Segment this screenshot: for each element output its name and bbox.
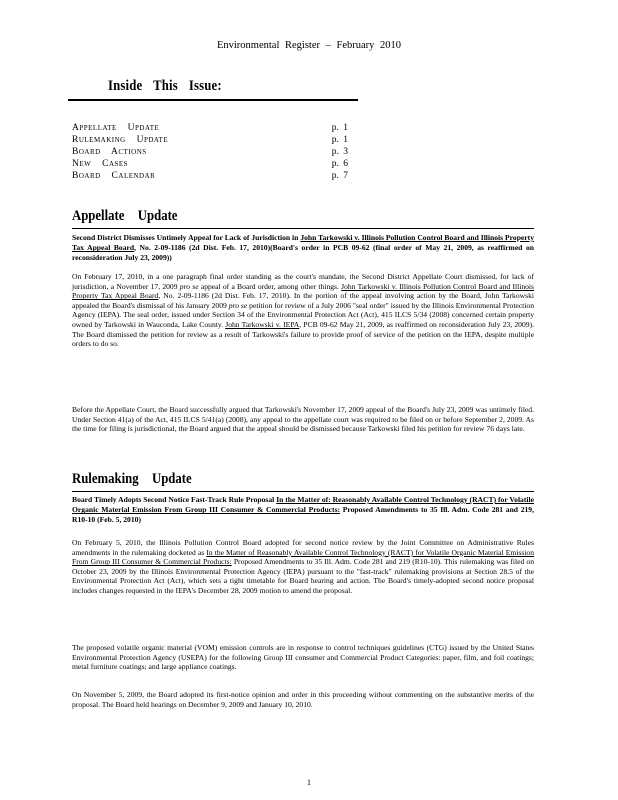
case-name-link[interactable]: John Tarkowski v. IEPA: [225, 319, 300, 329]
rulemaking-name-link[interactable]: In the Matter of Reasonably Available Control Technology (RACT) for Volatile Organic Material Emission From Group III Consumer & Commercial Products:: [72, 547, 534, 567]
paragraph-text: , PCB 09-62 May 21, 2009, as reaffirmed on reconsideration July 23, 2009). The Board dismissed the petition for review as a result of Tarkowski's failure to provide proof of service of the petition on the IEPA, despite multiple orders to do so.: [72, 319, 535, 349]
toc-item-page: p. 1: [331, 135, 348, 145]
paragraph-text: petition for review of a July 2006 "seal order" issued by the Illinois Environmental Protection Agency (IEPA). The seal order, issued under Section 34 of the Environmental Protection Act (Act), 415 ILCS 5/34 (2008) concerned certain property owned by Tarkowski in Wauconda, Lake County.: [72, 300, 534, 329]
toc-item-board-actions[interactable]: [72, 146, 348, 158]
toc-item-page: p. 1: [331, 123, 348, 133]
paragraph-text: pro se: [179, 281, 199, 291]
case-name-link[interactable]: John Tarkowski v. Illinois Pollution Control Board and Illinois Property Tax Appeal Board: [72, 281, 534, 301]
appellate-update-heading: Appellate Update: [72, 208, 178, 224]
toc-item-label: Rulemaking Update: [72, 135, 169, 145]
toc-item-label: Board Actions: [72, 147, 147, 157]
toc-item-label: Appellate Update: [72, 123, 160, 133]
toc-item-page: p. 7: [331, 171, 348, 181]
rulemaking-paragraph-2: The proposed volatile organic material (VOM) emission controls are in response to control techniques guidelines (CTG) issued by the United States Environmental Protection Agency (USEPA) for the following Group III consumer and Commercial Product Categories: paper, film, and foil coatings; metal furniture coatings; and large appliance coatings.: [72, 643, 534, 672]
caption-text: Board Timely Adopts Second Notice Fast-Track Rule Proposal: [72, 495, 277, 504]
caption-text: Proposed Amendments to 35 Ill. Adm. Code 281 and 219, R10-10 (Feb. 5, 2010): [72, 505, 534, 525]
caption-text: , No. 2-09-1186 (2d Dist. Feb. 17, 2010)(Board's order in PCB 09-62 (final order of May 21, 2009, as reaffirmed on reconsideration July 23, 2009)): [72, 243, 534, 263]
toc-item-rulemaking-update[interactable]: [72, 134, 348, 146]
appellate-paragraph-2: Before the Appellate Court, the Board successfully argued that Tarkowski's November 17, 2009 appeal of the Board's July 23, 2009 was untimely filed. Under Section 41(a) of the Act, 415 ILCS 5/41(a) (2008), any appeal to the appellate court was required to be filed on or before September 2, 2009. As the time for filing is jurisdictional, the Board argued that the appeal should be dismissed because Tarkowski filed his petition for review 76 days late.: [72, 405, 534, 434]
toc-item-board-calendar[interactable]: [72, 170, 348, 182]
rulemaking-paragraph-1: [72, 538, 534, 596]
paragraph-text: pro se: [228, 300, 248, 310]
rulemaking-divider: [72, 491, 534, 492]
rulemaking-update-heading: Rulemaking Update: [72, 471, 192, 487]
title-divider: [68, 99, 358, 101]
paragraph-text: appeal of a Board order, among other things.: [198, 281, 342, 291]
appellate-divider: [72, 228, 534, 229]
paragraph-text: On February 17, 2010, in a one paragraph final order standing as the court's mandate, the Second District Appellate Court dismissed, for lack of jurisdiction, a November 17, 2009: [72, 272, 534, 291]
rulemaking-name-link[interactable]: In the Matter of: Reasonably Available Control Technology (RACT) for Volatile Organic Material Emission From Group III Consumer & Commercial Products:: [72, 495, 534, 515]
running-header: Environmental Register – February 2010: [216, 40, 402, 51]
toc-item-label: Board Calendar: [72, 171, 156, 181]
appellate-paragraph-1: [72, 272, 534, 349]
appellate-case-caption: [72, 233, 534, 264]
inside-this-issue-title: Inside This Issue:: [108, 78, 222, 94]
case-name-link[interactable]: John Tarkowski v. Illinois Pollution Control Board and Illinois Property Tax Appeal Board: [72, 233, 534, 253]
rulemaking-paragraph-3: On November 5, 2009, the Board adopted its first-notice opinion and order in this proceeding without commenting on the substantive merits of the proposal. The Board held hearings on December 9, 2009 and January 10, 2010.: [72, 690, 534, 709]
paragraph-text: , No. 2-09-1186 (2d Dist. Feb. 17, 2010). In the portion of the appeal involving action by the Board, John Tarkowski appealed the Board's dismissal of his January 2009: [72, 291, 534, 310]
toc-item-page: p. 3: [331, 147, 348, 157]
toc-item-new-cases[interactable]: [72, 158, 348, 170]
paragraph-text: Proposed Amendments to 35 Ill. Adm. Code 281 and 219 (R10-10). This rulemaking was filed on October 23, 2009 by the Illinois Environmental Protection Agency (IEPA) pursuant to the "fast-track" rulemaking provisions at Section 28.5 of the Environmental Protection Act (Act), which sets a tight timetable for Board hearing and action. The Board's timely-adopted second notice proposal includes changes requested in the IEPA's December 28, 2009 motion to amend the proposal.: [72, 557, 534, 595]
table-of-contents: [72, 122, 348, 182]
rulemaking-case-caption: [72, 495, 534, 526]
caption-text: Second District Dismisses Untimely Appeal for Lack of Jurisdiction in: [72, 233, 301, 242]
toc-item-label: New Cases: [72, 159, 129, 169]
toc-item-page: p. 6: [331, 159, 348, 169]
paragraph-text: On February 5, 2010, the Illinois Pollution Control Board adopted for second notice review by the Joint Committee on Administrative Rules amendments in the rulemaking docketed as: [72, 538, 534, 557]
toc-item-appellate-update[interactable]: [72, 122, 348, 134]
page-number: 1: [307, 778, 311, 787]
